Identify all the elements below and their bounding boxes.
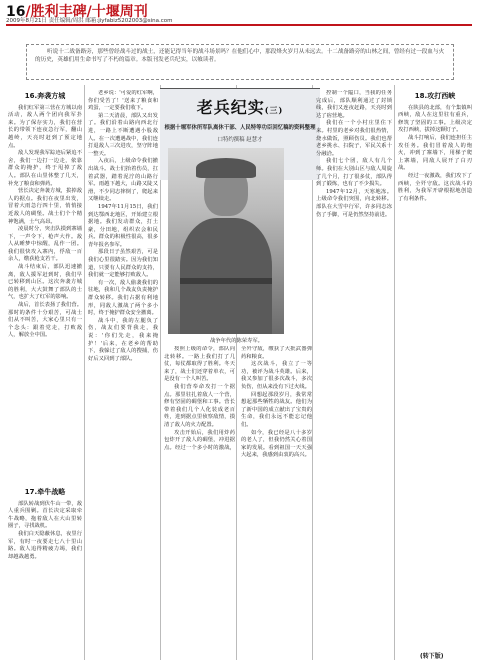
photo-figure-belt bbox=[180, 278, 272, 284]
paragraph: 敌人发现我军踪迹后紧追不舍，我们一边打一边走，依靠群众的掩护，终于甩掉了敌人。部队在山里休整了几天，补充了粮食和弹药。 bbox=[8, 150, 82, 187]
paragraph: 我们红军第三营在方城以南活动，敌人两个团向我军扑来。为了保存实力，我们在营长的带领下连夜急行军，翻山越岭，天亮时赶到了预定地点。 bbox=[8, 104, 82, 149]
paragraph: 营长决定奔袭方城，拔掉敌人的据点。我们在夜里出发，冒着大雨急行四十里，悄悄接近敌人的碉堡。战士们个个精神饱满，士气高昂。 bbox=[8, 188, 82, 225]
paragraph: 这次战斗，我立了一等功，被评为战斗英雄。后来，我又参加了很多次战斗，多次负伤，但从来没有下过火线。 bbox=[241, 361, 312, 390]
paragraph: 如今，我已经是八十多岁的老人了，但我仍然关心着国家的发展。看到祖国一天天强大起来，我感到由衷的高兴。 bbox=[241, 429, 312, 459]
paragraph: 有一次，敌人偷袭我们的驻地，我和几个战友负责掩护群众转移。我们占据有利地形，同敌人激战了两个多小时，终于掩护群众安全撤离。 bbox=[88, 279, 158, 317]
column-divider bbox=[394, 85, 395, 660]
paragraph: 那段日子虽然艰苦，可是我们心里很踏实。因为我们知道，只要有人民群众的支持，我们就一定能够打败敌人。 bbox=[88, 249, 158, 279]
paragraph: 我们七个团，敌人有几个师。我们在大别山区与敌人周旋了几个月，打了很多仗，部队得到了锻炼，也有了不少损失。 bbox=[316, 158, 392, 188]
section-heading-17: 17.牵牛战略 bbox=[24, 488, 66, 496]
paragraph: 第二天清晨，部队又出发了。我们沿着山路向西北行进，一路上不断遭遇小股敌人。在一次遭遇战中，我们连打退敌人三次进攻，坚守阵地一整天。 bbox=[88, 112, 158, 157]
section-name: /胜利丰碑/十堰周刊 bbox=[25, 4, 148, 20]
paragraph: 老乡说：'可爱的红军啊，你们受苦了！'送来了粮食和鸡蛋，一定要我们收下。 bbox=[88, 90, 158, 112]
column-5 bbox=[316, 90, 392, 658]
article-byline: 口特约撰稿 赵慧才 bbox=[217, 137, 263, 143]
paragraph: 我们白天隐蔽休息，夜里行军，有时一夜要走七八十里山路。敌人追得精疲力竭，我们却越战越勇。 bbox=[8, 530, 82, 560]
paragraph: 在陕县的北部，有个集镇叫西峡，敌人在这里驻有重兵，修筑了坚固的工事。上级决定攻打西峡，拔掉这颗钉子。 bbox=[398, 104, 472, 134]
photo-figure-cap bbox=[196, 158, 256, 178]
paragraph: 凌晨时分，突击队摸到寨墙下，一声令下，枪声大作。敌人从睡梦中惊醒，乱作一团。我们很快攻入寨内，俘敌一百余人，缴获枪支若干。 bbox=[8, 226, 82, 263]
paragraph: 我们在一个小村庄里住下来。村里的老乡对我们很热情，烧水做饭，照顾伤员。我们也帮老乡挑水、扫院子，军民关系十分融洽。 bbox=[316, 120, 392, 157]
continued-marker: (转下版) bbox=[420, 653, 444, 660]
article-deck: 根据十堰军休所军队离休干部、人民特等功臣回忆稿的资料整理 bbox=[164, 125, 316, 131]
paragraph: 战斗打响后，我们连担任主攻任务。我们冒着敌人的炮火，冲到了寨墙下，用梯子爬上寨墙，同敌人展开了白刃战。 bbox=[398, 134, 472, 172]
column-3-4 bbox=[164, 346, 312, 658]
column-narrow bbox=[288, 180, 310, 340]
paragraph: 控制一个隘口，当我的任务完成后，部队顺利通过了封锁线，我们又连夜赶路，天亮时到达了宿营地。 bbox=[316, 90, 392, 119]
column-divider bbox=[84, 85, 85, 660]
paragraph: 部队转战到伏牛山一带，敌人重兵围剿。首长决定采取牵牛战略，拖着敌人在大山里转圈子，寻找战机。 bbox=[8, 500, 82, 530]
paragraph: 我们营奉命攻打一个据点。那里驻扎着敌人一个营，修有坚固的碉堡和工事。营长带着我们几个人化装成老百姓，进到据点里侦察敌情，摸清了敌人的火力配置。 bbox=[164, 383, 235, 428]
column-6 bbox=[398, 90, 472, 646]
portrait-photo bbox=[168, 148, 284, 334]
paragraph: 经过一夜激战，我们攻下了西峡，全歼守敌。这次战斗的胜利，为我军开辟根据地创造了有利条件。 bbox=[398, 172, 472, 202]
page-header bbox=[6, 0, 472, 26]
paragraph: 战后，首长表扬了我们营。那时的条件十分艰苦，可战士们从不叫苦，大家心里只有一个念头：跟着党走，打败敌人，解放全中国。 bbox=[8, 302, 82, 339]
photo-figure-body bbox=[180, 218, 272, 334]
intro-box: 听说十二战备路旁，那些曾经战斗过的战士，还能记得当年的战斗场景吗？在他们心中，那段烽火岁月从未远去。十二战备路旁的山林之间，曾经有过一段血与火的历史，英雄们用生命书写了不朽的篇章。本版刊发老兵纪实，以飨读者。 bbox=[26, 44, 454, 80]
column-1-lower bbox=[8, 486, 82, 658]
paragraph: 战斗中，我的左腿负了伤，战友们要背我走，我说：'你们先走，我来掩护！'后来，在老乡的帮助下，我躲过了敌人的搜捕，伤好后又回到了部队。 bbox=[88, 317, 158, 362]
page-number: 16 bbox=[6, 4, 26, 20]
photo-caption: 战争年代的陈荣寿军。 bbox=[210, 338, 263, 344]
paragraph: 回想起那段岁月，我常常想起那些牺牲的战友。他们为了新中国的成立献出了宝贵的生命，我们永远不能忘记他们。 bbox=[241, 391, 312, 428]
paragraph: 战斗结束后，部队迅速撤离，敌人援军赶到时，我们早已转移到山区。这次奔袭方城的胜利，大大鼓舞了部队的士气，也扩大了红军的影响。 bbox=[8, 264, 82, 301]
section-heading-16: 16.奔袭方城 bbox=[24, 92, 66, 100]
article-title: 老兵纪实(三) bbox=[196, 98, 284, 117]
paragraph: 按照上级的命令，部队向北转移。一路上我们打了几仗，每仗都取得了胜利。冬天来了，战士们还穿着单衣，可是没有一个人叫苦。 bbox=[164, 346, 235, 383]
header-meta: 2009年8月21日 责任编辑/周洪 邮箱:jiyfabiz5202003@sina.com bbox=[6, 18, 173, 24]
section-heading-18: 18.攻打西峡 bbox=[414, 92, 456, 100]
paragraph: 1947年12月，天寒地冻。上级命令我们突围，向北转移。部队在大雪中行军，许多同志冻伤了手脚，可是仍然坚持前进。 bbox=[316, 188, 392, 218]
paragraph: 1947年11月15日，我们到达鄂西北地区，开始建立根据地。我们发动群众，打土豪，分田地，组织农会和民兵。群众的积极性很高，很多青年报名参军。 bbox=[88, 203, 158, 248]
column-2 bbox=[88, 90, 158, 658]
paragraph: 攻击开始后，我们用炸药包炸开了敌人的碉堡，冲进据点。经过一个多小时的激战，全歼守敌，缴获了大批武器弹药和粮食。 bbox=[164, 346, 312, 451]
paragraph: 入夜后，上级命令我们撤出战斗。战士们抬着伤员，扛着武器，踏着泥泞的山路行军。雨越下越大，山路又陡又滑，不少同志摔倒了，爬起来又继续走。 bbox=[88, 158, 158, 203]
column-1 bbox=[8, 90, 82, 482]
